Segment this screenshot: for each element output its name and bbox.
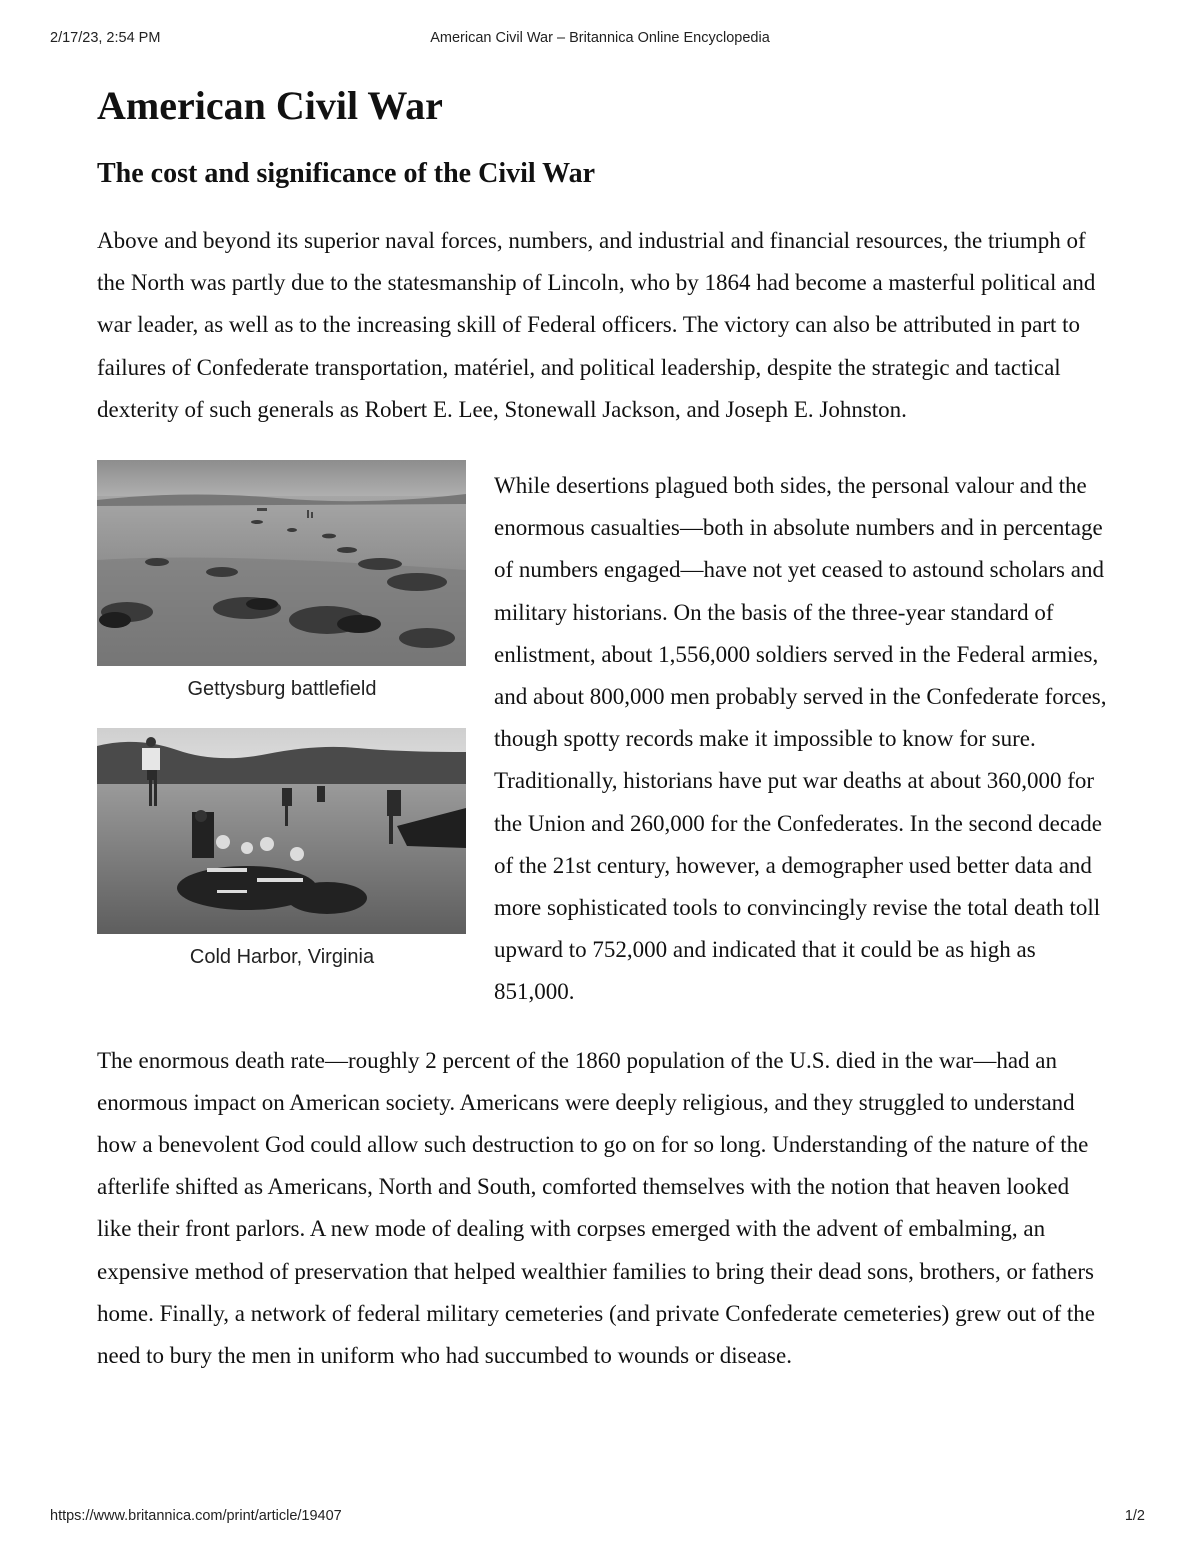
print-datetime: 2/17/23, 2:54 PM [50,30,161,46]
figure-gettysburg [97,460,467,704]
caption-cold-harbor: Cold Harbor, Virginia [189,946,375,969]
figure-cold-harbor [97,728,467,972]
section-title: The cost and significance of the Civil War [97,158,596,189]
gettysburg-battlefield-photo [97,460,466,666]
paragraph-death-rate-impact: The enormous death rate—roughly 2 percent of the 1860 population of the U.S. died in the war—had an enormous impact on American society. Americans were deeply religious, and they struggled to understand how a benevolent God could allow such destruction to go on for so long. Understanding of the nature of the afterlife shifted as Americans, North and South, comforted themselves with the notion that heaven looked like their front parlors. A new mode of dealing with corpses emerged with the advent of embalming, an expensive method of preservation that helped wealthier families to bring their dead sons, brothers, or fathers home. Finally, a network of federal military cemeteries (and private Confederate cemeteries) grew out of the need to bury the men in uniform who had succumbed to wounds or disease. [97,1047,1095,1369]
cold-harbor-photo [97,728,466,934]
caption-gettysburg: Gettysburg battlefield [187,678,377,701]
print-url: https://www.britannica.com/print/article/19407 [50,1508,342,1524]
article-body [97,82,1107,1377]
page-number: 1/2 [1124,1508,1145,1524]
paragraph-casualties: While desertions plagued both sides, the personal valour and the enormous casualties—both in absolute numbers and in percentage of numbers engaged—have not yet ceased to astound scholars and military historians. On the basis of the three-year standard of enlistment, about 1,556,000 soldiers served in the Federal armies, and about 800,000 men probably served in the Confederate forces, though spotty records make it impossible to know for sure. Traditionally, historians have put war deaths at about 360,000 for the Union and 260,000 for the Confederates. In the second decade of the 21st century, however, a demographer used better data and more sophisticated tools to convincingly revise the total death toll upward to 752,000 and indicated that it could be as high as 851,000. [494,473,1107,1005]
print-page-title: American Civil War – Britannica Online Encyclopedia [430,30,770,46]
article-title: American Civil War [97,83,443,128]
paragraph-victory-factors: Above and beyond its superior naval forces, numbers, and industrial and financial resources, the triumph of the North was partly due to the statesmanship of Lincoln, who by 1864 had become a masterful political and war leader, as well as to the increasing skill of Federal officers. The victory can also be attributed in part to failures of Confederate transportation, matériel, and political leadership, despite the strategic and tactical dexterity of such generals as Robert E. Lee, Stonewall Jackson, and Joseph E. Johnston. [97,228,1096,422]
figure-column [97,460,467,972]
